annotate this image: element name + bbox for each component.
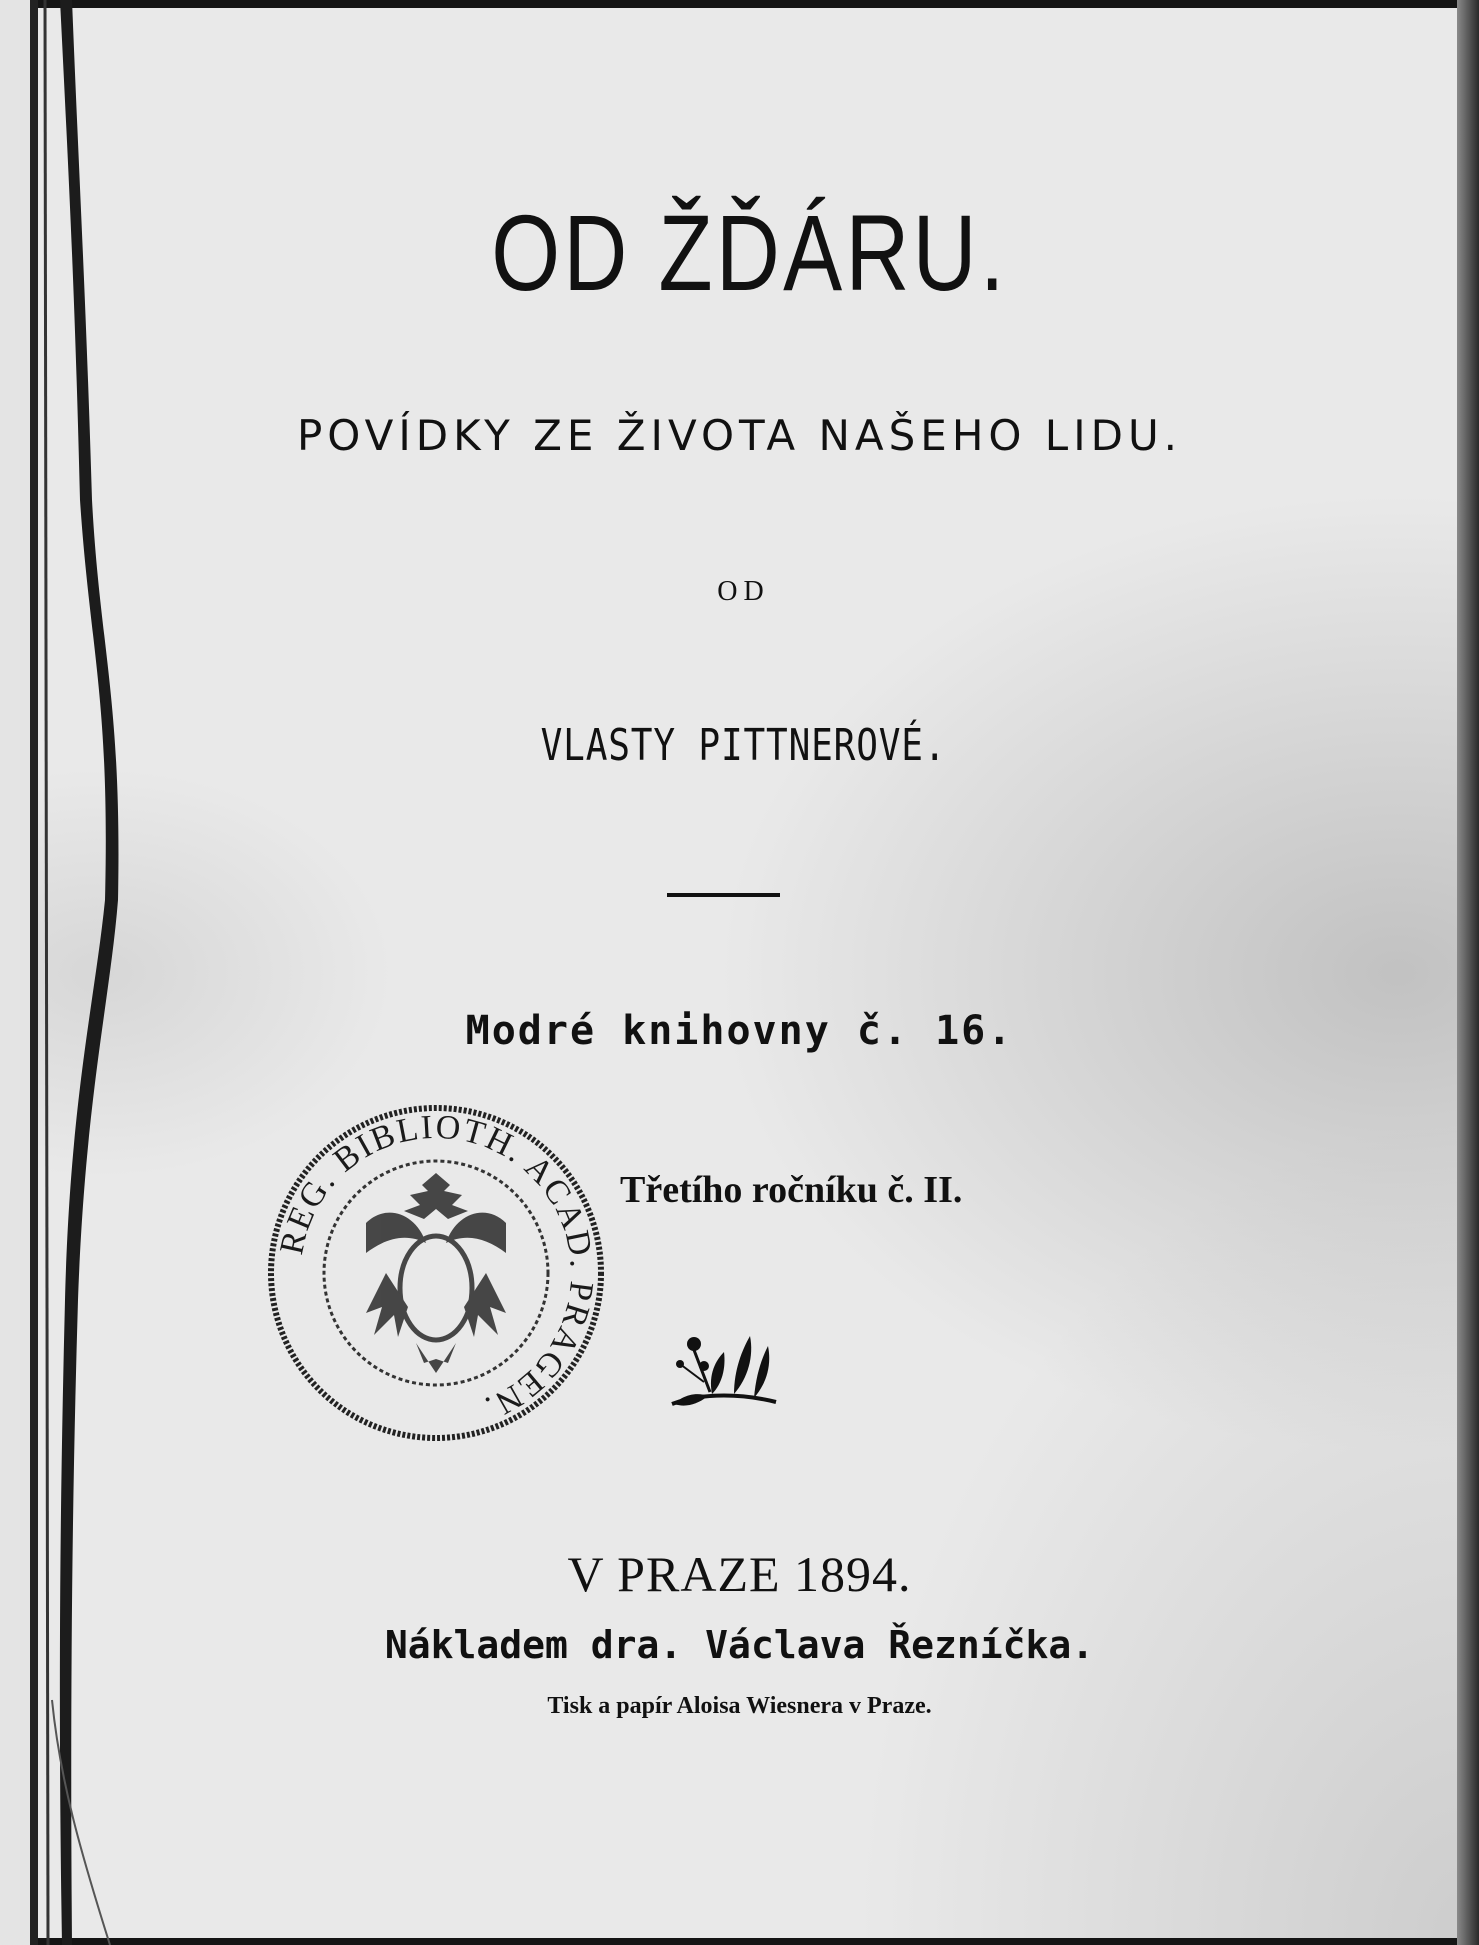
publisher-line: Nákladem dra. Václava Řezníčka. [384,1623,1095,1667]
book-subtitle: POVÍDKY ZE ŽIVOTA NAŠEHO LIDU. [296,411,1183,460]
library-seal-icon [266,1103,606,1443]
olive-branch-icon [664,1322,782,1412]
printer-line: Tisk a papír Aloisa Wiesnera v Praze. [547,1693,932,1719]
series-line: Modré knihovny č. 16. [465,1008,1014,1054]
book-title: OD ŽĎÁRU. [491,192,1008,313]
title-rule [667,893,780,897]
place-and-year: V PRAZE 1894. [567,1546,912,1602]
volume-line: Třetího ročníku č. II. [620,1169,963,1211]
author-name: VLASTY PITTNEROVÉ. [540,720,947,771]
by-label: OD [717,576,770,607]
svg-text:REG. BIBLIOTH. ACAD. PRAGEN.: REG. BIBLIOTH. ACAD. PRAGEN. [273,1108,601,1428]
